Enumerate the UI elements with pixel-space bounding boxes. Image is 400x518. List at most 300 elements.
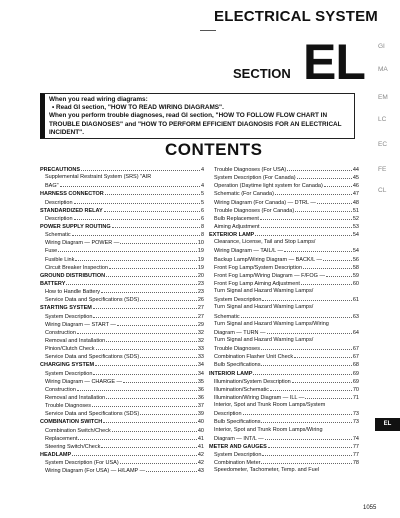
toc-entry[interactable] bbox=[40, 304, 204, 312]
toc-entry[interactable] bbox=[40, 296, 204, 304]
toc-entry-title: Turn Signal and Hazard Warning Lamps/ bbox=[214, 336, 314, 343]
toc-entry-page: 32 bbox=[197, 337, 204, 344]
toc-entry-title: CHARGING SYSTEM bbox=[40, 362, 95, 369]
toc-entry-page: 59 bbox=[352, 272, 359, 279]
toc-entry-title: Wiring Diagram — CHARGE — bbox=[45, 378, 123, 385]
section-index-item[interactable]: CL bbox=[378, 187, 387, 194]
toc-right-column bbox=[209, 166, 359, 475]
toc-entry[interactable] bbox=[209, 207, 359, 215]
toc-leader bbox=[295, 207, 352, 212]
toc-leader bbox=[74, 215, 200, 220]
toc-entry-title: Schematic bbox=[214, 313, 240, 320]
toc-entry-page: 73 bbox=[352, 411, 359, 418]
toc-entry-title: Wiring Diagram — TAIL/L — bbox=[214, 248, 283, 255]
toc-entry-title: Operation (Daytime light system for Canada) bbox=[214, 183, 323, 190]
toc-leader bbox=[317, 199, 352, 204]
toc-entry-page: 77 bbox=[352, 451, 359, 458]
toc-entry-page: 36 bbox=[197, 386, 204, 393]
toc-entry-page: 10 bbox=[197, 240, 204, 247]
toc-leader bbox=[314, 337, 358, 341]
toc-entry-page: 61 bbox=[352, 297, 359, 304]
toc-entry-title: Wiring Diagram — START — bbox=[45, 321, 116, 328]
toc-entry[interactable] bbox=[209, 353, 359, 361]
toc-entry[interactable] bbox=[209, 402, 359, 410]
toc-leader bbox=[323, 256, 352, 261]
section-code: EL bbox=[303, 34, 365, 90]
toc-entry-title: Turn Signal and Hazard Warning Lamps/ bbox=[214, 288, 314, 295]
toc-leader bbox=[324, 182, 352, 187]
toc-entry[interactable] bbox=[40, 329, 204, 337]
toc-entry-title: How to Handle Battery bbox=[45, 289, 101, 296]
contents-heading: CONTENTS bbox=[165, 140, 263, 159]
toc-entry-page: 27 bbox=[197, 305, 204, 312]
toc-entry-page: 19 bbox=[197, 264, 204, 271]
toc-entry-title: Fuse bbox=[45, 248, 58, 255]
toc-entry-page: 56 bbox=[352, 256, 359, 263]
toc-entry[interactable] bbox=[209, 247, 359, 255]
toc-leader bbox=[268, 443, 352, 448]
toc-leader bbox=[112, 427, 197, 432]
toc-leader bbox=[96, 345, 197, 350]
toc-entry-page: 52 bbox=[352, 215, 359, 222]
toc-leader bbox=[305, 394, 352, 399]
toc-entry-page: 4 bbox=[200, 183, 204, 190]
toc-entry[interactable] bbox=[40, 166, 204, 174]
toc-entry-title: Wiring Diagram (For Canada) — DTRL — bbox=[214, 199, 316, 206]
toc-entry[interactable] bbox=[40, 207, 204, 215]
toc-entry[interactable] bbox=[209, 296, 359, 304]
toc-leader bbox=[81, 166, 200, 171]
toc-entry-title: Diagram — INT/L — bbox=[214, 435, 264, 442]
toc-entry[interactable] bbox=[209, 459, 359, 467]
toc-entry-page: 34 bbox=[197, 370, 204, 377]
toc-entry[interactable] bbox=[40, 402, 204, 410]
section-index-item[interactable]: LC bbox=[378, 116, 387, 123]
toc-entry-title: Combination Meter bbox=[214, 460, 261, 467]
toc-entry[interactable] bbox=[209, 443, 359, 451]
toc-entry-title: Fusible Link bbox=[45, 256, 75, 263]
toc-leader bbox=[243, 410, 352, 415]
toc-entry-page: 23 bbox=[197, 289, 204, 296]
toc-leader bbox=[120, 239, 197, 244]
toc-entry-page: 27 bbox=[197, 313, 204, 320]
toc-entry[interactable] bbox=[40, 467, 204, 475]
toc-entry[interactable] bbox=[209, 337, 359, 345]
toc-entry-page: 43 bbox=[197, 468, 204, 475]
toc-entry[interactable] bbox=[209, 345, 359, 353]
toc-entry[interactable] bbox=[209, 435, 359, 443]
toc-entry-title: Backup Lamp/Wiring Diagram — BACK/L — bbox=[214, 256, 322, 263]
toc-entry-page: 20 bbox=[197, 272, 204, 279]
toc-entry-title: Interior, Spot and Trunk Room Lamps/System bbox=[214, 402, 326, 409]
toc-entry-page: 69 bbox=[352, 378, 359, 385]
toc-entry-page: 53 bbox=[352, 223, 359, 230]
toc-entry-title: Supplemental Restraint System (SRS) "AIR bbox=[45, 174, 152, 181]
toc-entry[interactable] bbox=[40, 418, 204, 426]
toc-entry[interactable] bbox=[40, 313, 204, 321]
toc-entry-page: 58 bbox=[352, 264, 359, 271]
toc-entry-title: Illumination/Schematic bbox=[214, 386, 270, 393]
toc-entry[interactable] bbox=[40, 443, 204, 451]
toc-leader bbox=[261, 361, 351, 366]
toc-entry-title: System Description bbox=[45, 370, 93, 377]
section-title: ELECTRICAL SYSTEM bbox=[214, 8, 378, 25]
toc-leader bbox=[330, 321, 358, 325]
toc-entry-title: Front Fog Lamp Aiming Adjustment bbox=[214, 280, 300, 287]
toc-leader bbox=[303, 264, 352, 269]
toc-entry-title: Description bbox=[214, 411, 242, 418]
section-label: SECTION bbox=[233, 66, 291, 81]
toc-leader bbox=[106, 337, 197, 342]
toc-entry-title: Replacement bbox=[45, 435, 78, 442]
toc-entry-title: Combination Switch/Check bbox=[45, 427, 111, 434]
toc-entry-page: 36 bbox=[197, 394, 204, 401]
toc-entry-title: PRECAUTIONS bbox=[40, 167, 81, 173]
toc-entry[interactable] bbox=[40, 256, 204, 264]
toc-leader bbox=[77, 329, 197, 334]
toc-entry-title: STARTING SYSTEM bbox=[40, 305, 92, 312]
toc-leader bbox=[287, 166, 352, 171]
toc-entry[interactable] bbox=[40, 174, 204, 182]
toc-entry-page: 47 bbox=[352, 191, 359, 198]
toc-leader bbox=[123, 378, 197, 383]
toc-entry-title: Trouble Diagnoses (For Canada) bbox=[214, 207, 295, 214]
toc-entry[interactable] bbox=[40, 435, 204, 443]
toc-entry-title: Aiming Adjustment bbox=[214, 223, 260, 230]
toc-entry-page: 8 bbox=[200, 223, 204, 230]
toc-entry-page: 33 bbox=[197, 346, 204, 353]
toc-leader bbox=[117, 321, 197, 326]
toc-entry-title: INTERIOR LAMP bbox=[209, 370, 253, 377]
toc-entry-title: Pinion/Clutch Check bbox=[45, 346, 95, 353]
toc-leader bbox=[93, 304, 197, 309]
toc-entry-title: Diagram — TURN — bbox=[214, 329, 266, 336]
toc-entry-page: 67 bbox=[352, 346, 359, 353]
toc-entry-page: 19 bbox=[197, 248, 204, 255]
toc-leader bbox=[320, 467, 358, 471]
toc-entry-page: 8 bbox=[200, 232, 204, 239]
reading-notice bbox=[40, 93, 355, 139]
toc-leader bbox=[261, 223, 352, 228]
toc-entry-title: POWER SUPPLY ROUTING bbox=[40, 223, 111, 230]
toc-entry-title: Construction bbox=[45, 386, 76, 393]
toc-entry-page: 6 bbox=[200, 207, 204, 214]
toc-leader bbox=[106, 394, 197, 399]
toc-leader bbox=[66, 280, 197, 285]
toc-entry-title: Construction bbox=[45, 329, 76, 336]
toc-entry[interactable] bbox=[209, 361, 359, 369]
toc-leader bbox=[74, 199, 200, 204]
toc-entry-title: GROUND DISTRIBUTION bbox=[40, 272, 106, 279]
notice-line: • Read GI section, "HOW TO READ WIRING DIAGRAMS". bbox=[52, 104, 224, 112]
toc-entry-page: 45 bbox=[352, 175, 359, 182]
toc-entry[interactable] bbox=[209, 239, 359, 247]
toc-entry-page: 78 bbox=[352, 460, 359, 467]
toc-entry[interactable] bbox=[40, 231, 204, 239]
toc-entry[interactable] bbox=[209, 256, 359, 264]
toc-entry-page: 29 bbox=[197, 321, 204, 328]
toc-entry[interactable] bbox=[40, 264, 204, 272]
toc-leader bbox=[301, 280, 352, 285]
toc-entry[interactable] bbox=[40, 378, 204, 386]
toc-entry[interactable] bbox=[40, 459, 204, 467]
toc-entry-title: Service Data and Specifications (SDS) bbox=[45, 297, 140, 304]
notice-line: TROUBLE DIAGNOSES" and "HOW TO PERFORM EFFICIENT DIAGNOSIS FOR AN ELECTRICAL bbox=[49, 120, 342, 128]
toc-entry-title: System Description bbox=[214, 297, 262, 304]
toc-entry[interactable] bbox=[209, 394, 359, 402]
toc-entry[interactable] bbox=[209, 304, 359, 312]
toc-leader bbox=[120, 459, 197, 464]
toc-entry-page: 73 bbox=[352, 419, 359, 426]
toc-entry[interactable] bbox=[209, 272, 359, 280]
active-section-tab[interactable]: EL bbox=[375, 418, 400, 431]
toc-leader bbox=[58, 247, 197, 252]
toc-entry-title: BAG" bbox=[45, 183, 59, 190]
toc-leader bbox=[314, 304, 358, 308]
toc-entry-page: 39 bbox=[197, 411, 204, 418]
toc-entry-title: Removal and Installation bbox=[45, 337, 106, 344]
toc-entry[interactable] bbox=[209, 264, 359, 272]
toc-leader bbox=[95, 361, 197, 366]
toc-leader bbox=[326, 272, 352, 277]
toc-entry-page: 63 bbox=[352, 313, 359, 320]
toc-leader bbox=[270, 386, 352, 391]
toc-entry[interactable] bbox=[209, 451, 359, 459]
toc-entry-page: 42 bbox=[197, 460, 204, 467]
toc-leader bbox=[262, 451, 351, 456]
section-index-item[interactable]: EM bbox=[378, 94, 388, 101]
toc-leader bbox=[106, 272, 197, 277]
toc-leader bbox=[140, 353, 197, 358]
toc-entry[interactable] bbox=[209, 231, 359, 239]
toc-entry-title: COMBINATION SWITCH bbox=[40, 419, 103, 426]
toc-entry-title: Bulb Specifications bbox=[214, 362, 261, 369]
toc-entry-title: Front Fog Lamp/Wiring Diagram — F/FOG — bbox=[214, 272, 325, 279]
toc-entry[interactable] bbox=[40, 386, 204, 394]
toc-entry[interactable] bbox=[209, 182, 359, 190]
toc-entry-page: 26 bbox=[197, 297, 204, 304]
toc-entry-title: Front Fog Lamp/System Description bbox=[214, 264, 303, 271]
toc-entry-title: Turn Signal and Hazard Warning Lamps/Wiring bbox=[214, 320, 329, 327]
toc-entry[interactable] bbox=[40, 247, 204, 255]
notice-line: INCIDENT". bbox=[49, 128, 84, 136]
section-index-item[interactable]: FE bbox=[378, 166, 387, 173]
notice-line: When you read wiring diagrams: bbox=[49, 96, 148, 103]
toc-entry-title: System Description bbox=[214, 451, 262, 458]
toc-entry[interactable] bbox=[40, 288, 204, 296]
toc-leader bbox=[253, 370, 351, 375]
toc-entry-title: Bulb Replacement bbox=[214, 215, 259, 222]
toc-entry-page: 74 bbox=[352, 435, 359, 442]
section-index-item[interactable]: MA bbox=[378, 66, 388, 73]
toc-entry-title: Wiring Diagram (For USA) — H/LAMP — bbox=[45, 468, 146, 475]
toc-entry[interactable] bbox=[209, 386, 359, 394]
toc-entry[interactable] bbox=[209, 370, 359, 378]
toc-entry[interactable] bbox=[40, 370, 204, 378]
header-rule bbox=[200, 30, 216, 31]
notice-line: When you perform trouble diagnoses, read GI section, "HOW TO FOLLOW FLOW CHART IN bbox=[49, 112, 328, 120]
toc-entry[interactable] bbox=[40, 190, 204, 198]
toc-entry-page: 23 bbox=[197, 280, 204, 287]
toc-entry-title: Combination Flasher Unit Check bbox=[214, 354, 294, 361]
toc-leader bbox=[262, 296, 351, 301]
toc-leader bbox=[101, 443, 197, 448]
toc-entry[interactable] bbox=[40, 182, 204, 190]
toc-leader bbox=[326, 402, 358, 406]
toc-entry-page: 46 bbox=[352, 183, 359, 190]
toc-leader bbox=[292, 378, 352, 383]
toc-leader bbox=[255, 231, 352, 236]
toc-leader bbox=[109, 264, 197, 269]
toc-leader bbox=[146, 467, 197, 472]
toc-entry-title: EXTERIOR LAMP bbox=[209, 232, 255, 239]
toc-entry-title: Removal and Installation bbox=[45, 394, 106, 401]
toc-leader bbox=[261, 418, 351, 423]
toc-entry[interactable] bbox=[209, 215, 359, 223]
toc-leader bbox=[152, 174, 203, 178]
toc-entry[interactable] bbox=[40, 321, 204, 329]
toc-entry-page: 19 bbox=[197, 256, 204, 263]
toc-entry-page: 77 bbox=[352, 443, 359, 450]
toc-entry-title: Bulb Specifications bbox=[214, 419, 261, 426]
toc-leader bbox=[261, 459, 351, 464]
toc-entry[interactable] bbox=[40, 239, 204, 247]
toc-entry-title: Clearance, License, Tail and Stop Lamps/ bbox=[214, 239, 316, 246]
toc-entry-page: 71 bbox=[352, 394, 359, 401]
toc-entry[interactable] bbox=[40, 451, 204, 459]
toc-entry-page: 64 bbox=[352, 329, 359, 336]
toc-entry[interactable] bbox=[40, 410, 204, 418]
toc-entry-page: 54 bbox=[352, 232, 359, 239]
toc-leader bbox=[104, 207, 200, 212]
toc-entry[interactable] bbox=[209, 427, 359, 435]
toc-left-column bbox=[40, 166, 204, 475]
toc-leader bbox=[241, 313, 352, 318]
toc-entry-page: 67 bbox=[352, 354, 359, 361]
toc-leader bbox=[101, 288, 197, 293]
toc-entry-title: Speedometer, Tachometer, Temp. and Fuel bbox=[214, 467, 319, 474]
toc-entry-page: 6 bbox=[200, 215, 204, 222]
toc-entry[interactable] bbox=[209, 313, 359, 321]
toc-leader bbox=[260, 215, 352, 220]
toc-entry-title: Circuit Breaker Inspection bbox=[45, 264, 108, 271]
section-index-item[interactable]: GI bbox=[378, 43, 385, 50]
toc-leader bbox=[78, 435, 196, 440]
toc-entry-title: Description bbox=[45, 199, 73, 206]
toc-entry-page: 35 bbox=[197, 378, 204, 385]
toc-entry-title: Illumination/System Description bbox=[214, 378, 291, 385]
toc-entry-title: METER AND GAUGES bbox=[209, 443, 267, 450]
toc-leader bbox=[75, 256, 197, 261]
toc-leader bbox=[265, 435, 352, 440]
toc-leader bbox=[324, 427, 358, 431]
toc-entry-page: 42 bbox=[197, 451, 204, 458]
toc-entry[interactable] bbox=[40, 427, 204, 435]
toc-entry[interactable] bbox=[40, 272, 204, 280]
toc-entry-page: 54 bbox=[352, 248, 359, 255]
toc-leader bbox=[261, 345, 352, 350]
toc-entry[interactable] bbox=[40, 215, 204, 223]
toc-entry[interactable] bbox=[209, 467, 359, 475]
toc-leader bbox=[275, 190, 352, 195]
toc-leader bbox=[297, 174, 352, 179]
toc-entry-title: Trouble Diagnoses (For USA) bbox=[214, 167, 287, 173]
toc-entry[interactable] bbox=[40, 280, 204, 288]
toc-entry-title: STANDARDIZED RELAY bbox=[40, 207, 103, 214]
toc-entry-page: 70 bbox=[352, 386, 359, 393]
toc-entry-page: 51 bbox=[352, 207, 359, 214]
toc-entry-page: 40 bbox=[197, 427, 204, 434]
toc-leader bbox=[60, 182, 200, 187]
toc-entry[interactable] bbox=[209, 190, 359, 198]
toc-entry[interactable] bbox=[209, 410, 359, 418]
toc-leader bbox=[140, 410, 197, 415]
toc-entry-title: System Description (For Canada) bbox=[214, 175, 296, 182]
toc-leader bbox=[72, 451, 197, 456]
toc-leader bbox=[316, 239, 358, 243]
toc-entry[interactable] bbox=[40, 223, 204, 231]
toc-leader bbox=[294, 353, 352, 358]
toc-entry-title: HEADLAMP bbox=[40, 451, 72, 458]
toc-entry[interactable] bbox=[40, 337, 204, 345]
toc-entry-page: 5 bbox=[200, 191, 204, 198]
toc-entry[interactable] bbox=[40, 353, 204, 361]
toc-entry[interactable] bbox=[209, 280, 359, 288]
toc-entry[interactable] bbox=[209, 223, 359, 231]
toc-entry[interactable] bbox=[40, 394, 204, 402]
toc-entry-page: 32 bbox=[197, 329, 204, 336]
toc-entry[interactable] bbox=[209, 418, 359, 426]
toc-entry-title: Wiring Diagram — POWER — bbox=[45, 240, 120, 247]
toc-entry-title: Trouble Diagnoses bbox=[214, 346, 260, 353]
toc-entry[interactable] bbox=[209, 378, 359, 386]
toc-entry[interactable] bbox=[209, 321, 359, 329]
toc-entry-page: 37 bbox=[197, 403, 204, 410]
toc-leader bbox=[105, 190, 200, 195]
toc-entry-title: Service Data and Specifications (SDS) bbox=[45, 411, 140, 418]
toc-entry-title: Schematic (For Canada) bbox=[214, 191, 274, 198]
toc-entry-title: Service Data and Specifications (SDS) bbox=[45, 354, 140, 361]
toc-leader bbox=[314, 288, 358, 292]
toc-entry-page: 40 bbox=[197, 419, 204, 426]
toc-leader bbox=[72, 231, 200, 236]
toc-entry[interactable] bbox=[209, 329, 359, 337]
toc-entry[interactable] bbox=[209, 288, 359, 296]
section-index-item[interactable]: EC bbox=[378, 141, 388, 148]
toc-entry-page: 69 bbox=[352, 370, 359, 377]
toc-leader bbox=[93, 370, 196, 375]
toc-entry-title: System Description (For USA) bbox=[45, 460, 119, 467]
toc-entry[interactable] bbox=[209, 166, 359, 174]
toc-entry-page: 60 bbox=[352, 280, 359, 287]
toc-entry[interactable] bbox=[40, 345, 204, 353]
toc-entry-page: 68 bbox=[352, 362, 359, 369]
toc-entry[interactable] bbox=[209, 199, 359, 207]
toc-entry-title: Description bbox=[45, 215, 73, 222]
toc-entry-title: BATTERY bbox=[40, 280, 66, 287]
toc-leader bbox=[284, 247, 352, 252]
toc-entry-title: Trouble Diagnoses bbox=[45, 403, 91, 410]
toc-leader bbox=[93, 313, 196, 318]
toc-entry[interactable] bbox=[209, 174, 359, 182]
toc-entry-title: Interior, Spot and Trunk Room Lamps/Wiring bbox=[214, 426, 323, 433]
toc-leader bbox=[103, 418, 197, 423]
toc-entry[interactable] bbox=[40, 361, 204, 369]
toc-entry-page: 33 bbox=[197, 354, 204, 361]
toc-entry-title: Steering Switch/Check bbox=[45, 443, 101, 450]
toc-entry[interactable] bbox=[40, 199, 204, 207]
toc-entry-title: Schematic bbox=[45, 232, 71, 239]
